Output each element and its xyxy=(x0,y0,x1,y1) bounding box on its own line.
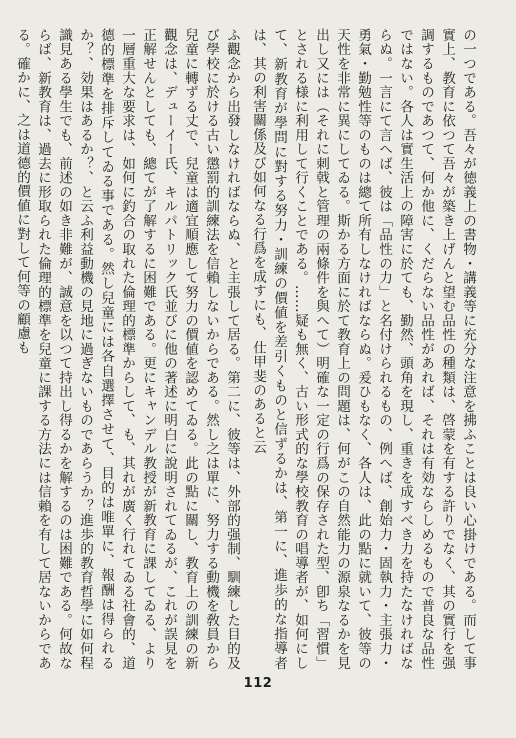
left-text-block xyxy=(14,28,242,670)
right-column-text: の一つである。吾々が徳義上の書物・講義等に充分な注意を拂ふことは良い心掛けである。而して事實上、教育に依つて吾々が築き上げんと望む品性の種類は、啓蒙を有する許りでなく、其の實行を强調するものであつて、何か他に、くだらない品性があれば、それは有効ならしめるもので普良な品性ではない。各人は實生活上の障害に於ても、勤然、頭角を現し、重きを成すべき力を持たなければならぬ。一言にて言へば、彼は「品性の力」と名付けられるもの、例へば、創始力・固執力・主張力・勇氣・勤勉性等のものは總て所有しなければならぬ。爰ひもなく、各人は、此の點に就いて、彼等の天性を非常に異にしてゐる。斯かる方面に於て教育上の問題は、何がこの自然能力の源泉なるかを見出し又には（それに刺戟と管理の兩條件を與へて）明確な一定の行爲の保存された型、卽ち「習慣」とされる様に利用して行くことである。……疑も無く、古い形式的な學校教育の唱導者が、如何にして、新教育が學問に對する努力・訓練の價値を差引くものと信ずるかは、第一に、進歩的な指導者は、其の利害關係及び如何なる行爲を成すにも、仕甲斐のあると云 xyxy=(250,28,476,670)
right-text-block xyxy=(250,28,478,670)
left-column-text: ふ觀念から出發しなければならぬ、と主張して居る。第二に、彼等は、外部的强制、馴練した目的及び學校に於ける古い懲罰的訓練法を信賴しないからである。然し之は單に、努力する動機を敎員から兒童に轉ずる丈で、兒童は適宜順應して努力の價値を認めてゐる。此の點に關し、教育上の訓練の新觀念は、デューイー氏、キルパトリック氏並びに他の著述に明白に說明されてゐるが、これが誤見を正解せんとしても、總てが了解するに困難である。更にキャンデル教授が新教育に課してゐる、より一層重大な要求は、如何に釣合の取れた倫理的標準からして、も、其れが廣く行れてゐる社會的、道德的標準を排斥してゐる事である。然し兒童には各自選擇させて、目的は唯單に、報酬は得られるか？、効果はあるか？、と云ふ利益動機の見地に過ぎないものであらうか？進歩的教育哲學に如何程識見ある學生でも、前述の如き非難が、誠意を以つて持出し得るかを解するのは困難である。何故ならば、新教育は、過去に形取られた倫理的標準を兒童に課する方法には信賴を有して居ないからである。確かに、之は道德的價値に對して何等の顧慮も xyxy=(14,28,240,670)
page-number: 112 xyxy=(243,676,273,691)
